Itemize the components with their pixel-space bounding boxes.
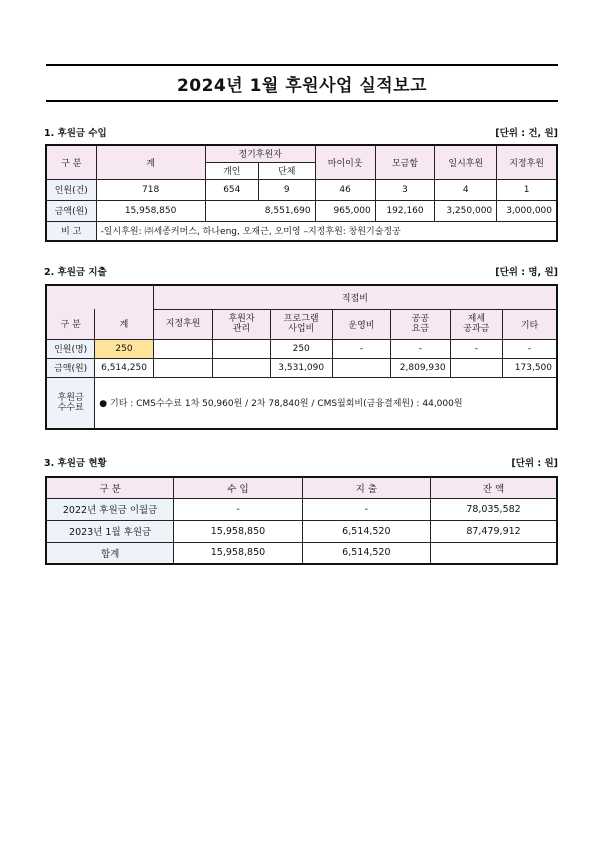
income-header-group: 단체 [258,162,315,179]
income-table [45,144,558,242]
row-label: 금액(원) [46,200,96,221]
cell: 3 [375,179,435,200]
cell: 3,531,090 [270,358,332,377]
section-3-unit: [단위 : 원] [511,458,558,469]
cell: 965,000 [315,200,375,221]
table-row [46,221,557,241]
status-header-gubun: 구 분 [46,477,174,498]
cell [213,358,270,377]
section-2-heading: 2. 후원금 지출 [44,267,107,278]
cell: - [302,498,430,520]
cell [450,358,502,377]
cell: 2,809,930 [391,358,451,377]
expense-header-gubun: 구 분 [46,309,95,339]
cell: 15,958,850 [174,520,302,542]
status-header-balance: 잔 액 [431,477,557,498]
cell: 9 [258,179,315,200]
cell: 87,479,912 [431,520,557,542]
cell: 718 [96,179,205,200]
cell: 6,514,250 [95,358,153,377]
row-label: 2023년 1월 후원금 [46,520,174,542]
cell: 15,958,850 [174,542,302,564]
cell: 4 [435,179,497,200]
row-label: 후원금 수수료 [46,377,95,429]
cell: 46 [315,179,375,200]
table-row [46,377,557,429]
note-text: -일시후원: ㈜세종커머스, 하나eng, 오재근, 오미영 –지정후원: 창원기술정공 [96,221,557,241]
income-header-individual: 개인 [205,162,258,179]
section-3-header [44,455,558,469]
section-1-heading: 1. 후원금 수입 [44,128,107,139]
income-header-regular: 정기후원자 [205,145,315,162]
income-header-moguem: 모금함 [375,145,435,179]
row-label: 금액(원) [46,358,95,377]
cell [213,339,270,358]
cell: 8,551,690 [205,200,315,221]
row-label: 2022년 후원금 이월금 [46,498,174,520]
cell: 192,160 [375,200,435,221]
cell: 250 [95,339,153,358]
income-header-ilsi: 일시후원 [435,145,497,179]
page-title: 2024년 1월 후원사업 실적보고 [46,64,558,102]
income-header-jijeong: 지정후원 [497,145,557,179]
cell: 15,958,850 [96,200,205,221]
cell: 250 [270,339,332,358]
table-row [46,339,557,358]
expense-header-total: 계 [95,309,153,339]
section-3-heading: 3. 후원금 현황 [44,458,107,469]
section-2-unit: [단위 : 명, 원] [495,267,558,278]
row-label: 인원(건) [46,179,96,200]
row-label: 비 고 [46,221,96,241]
cell: 3,000,000 [497,200,557,221]
expense-header-col: 프로그램 사업비 [270,309,332,339]
expense-header-blank [46,285,153,309]
income-header-gubun: 구 분 [46,145,96,179]
cell: 78,035,582 [431,498,557,520]
cell: 3,250,000 [435,200,497,221]
expense-header-col: 기타 [503,309,557,339]
cell: - [503,339,557,358]
fee-text: ● 기타 : CMS수수료 1차 50,960원 / 2차 78,840원 / CMS월회비(금융결제원) : 44,000원 [95,377,557,429]
table-row [46,542,557,564]
row-label: 인원(명) [46,339,95,358]
table-row [46,200,557,221]
cell: 173,500 [503,358,557,377]
cell: 6,514,520 [302,542,430,564]
table-row [46,498,557,520]
cell [153,339,213,358]
expense-header-col: 운영비 [332,309,390,339]
cell [153,358,213,377]
cell: - [450,339,502,358]
expense-header-col: 제세 공과금 [450,309,502,339]
status-header-income: 수 입 [174,477,302,498]
cell: 1 [497,179,557,200]
cell [431,542,557,564]
section-1-unit: [단위 : 건, 원] [495,128,558,139]
section-2-header [44,264,558,278]
expense-table [45,284,558,430]
income-header-myiot: 마이이웃 [315,145,375,179]
cell: - [332,339,390,358]
cell [332,358,390,377]
cell: - [391,339,451,358]
income-header-total: 계 [96,145,205,179]
cell: 6,514,520 [302,520,430,542]
status-table [45,476,558,565]
expense-header-col: 공공 요금 [391,309,451,339]
cell: 654 [205,179,258,200]
row-label: 합계 [46,542,174,564]
table-row [46,358,557,377]
cell: - [174,498,302,520]
expense-header-col: 지정후원 [153,309,213,339]
table-row [46,179,557,200]
expense-header-direct: 직접비 [153,285,557,309]
section-1-header [44,125,558,139]
table-row [46,520,557,542]
status-header-expense: 지 출 [302,477,430,498]
expense-header-col: 후원자 관리 [213,309,270,339]
